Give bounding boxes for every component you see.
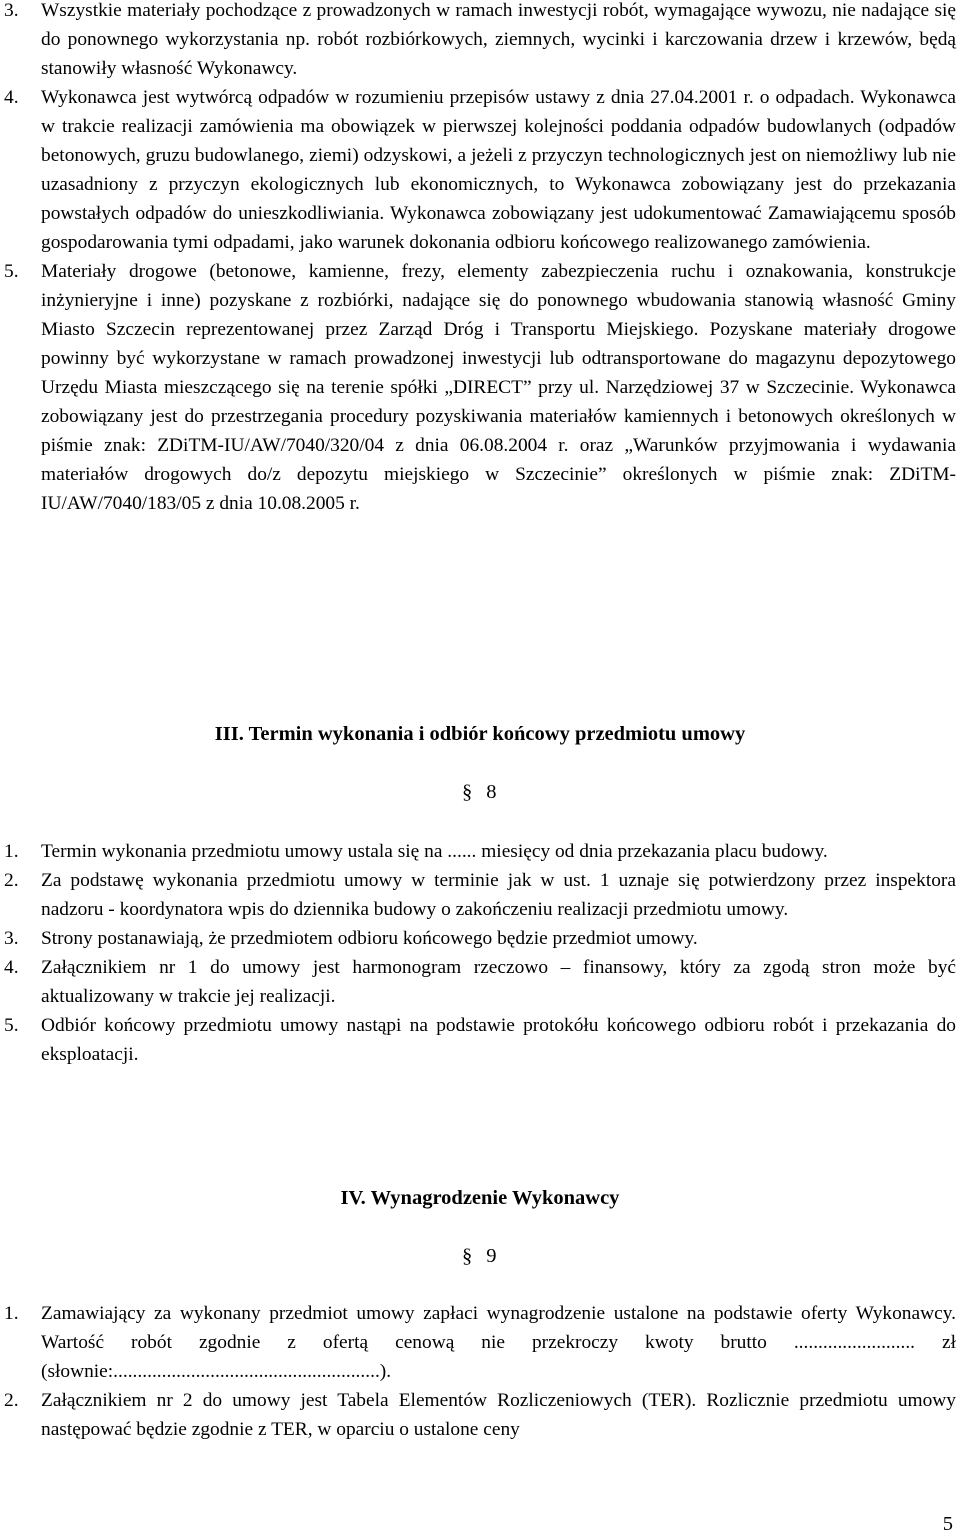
item-number: 5. [4,1015,19,1036]
list-item [0,257,960,518]
item-text: Za podstawę wykonania przedmiotu umowy w terminie jak w ust. 1 uznaje się potwierdzony przez inspektora nadzoru - koordynatora wpis do dziennika budowy o zakończeniu realizacji przedmiotu umowy. [41,870,956,920]
item-text: Wykonawca jest wytwórcą odpadów w rozumieniu przepisów ustawy z dnia 27.04.2001 r. o odpadach. Wykonawca w trakcie realizacji zamówienia ma obowiązek w pierwszej kolejności poddania odpadów budowlanych (odpadów betonowych, gruzu budowlanego, ziemi) odzyskowi, a jeżeli z przyczyn technologicznych jest on niemożliwy lub nie uzasadniony z przyczyn ekologicznych lub ekonomicznych, to Wykonawca zobowiązany jest do przekazania powstałych odpadów do unieszkodliwiania. Wykonawca zobowiązany jest udokumentować Zamawiającemu sposób gospodarowania tymi odpadami, jako warunek dokonania odbioru końcowego realizowanego zamówienia. [41,87,956,253]
list-section-iv [0,1299,960,1444]
item-text: Załącznikiem nr 2 do umowy jest Tabela Elementów Rozliczeniowych (TER). Rozlicznie przedmiotu umowy następować będzie zgodnie z TER, w oparciu o ustalone ceny [41,1390,956,1440]
paragraph-marker [462,777,582,807]
item-text: Załącznikiem nr 1 do umowy jest harmonogram rzeczowo – finansowy, który za zgodą stron może być aktualizowany w trakcie jej realizacji. [41,957,956,1007]
item-text: Wszystkie materiały pochodzące z prowadzonych w ramach inwestycji robót, wymagające wywozu, nie nadające się do ponownego wykorzystania np. robót rozbiórkowych, ziemnych, wycinki i karczowania drzew i krzewów, będą stanowiły własność Wykonawcy. [41,0,956,79]
paragraph-marker [462,1241,582,1271]
item-number: 1. [4,1303,19,1324]
item-text: Materiały drogowe (betonowe, kamienne, frezy, elementy zabezpieczenia ruchu i oznakowania, konstrukcje inżynieryjne i inne) pozyskane z rozbiórki, nadające się do ponownego wbudowania stanowią własność Gminy Miasto Szczecin reprezentowanej przez Zarząd Dróg i Transportu Miejskiego. Pozyskane materiały drogowe powinny być wykorzystane w ramach prowadzonej inwestycji lub odtransportowane do magazynu depozytowego Urzędu Miasta mieszczącego się na terenie spółki „DIRECT” przy ul. Narzędziowej 37 w Szczecinie. Wykonawca zobowiązany jest do przestrzegania procedury pozyskiwania materiałów kamiennych i betonowych określonych w piśmie znak: ZDiTM-IU/AW/7040/320/04 z dnia 06.08.2004 r. oraz „Warunków przyjmowania i wydawania materiałów drogowych do/z depozytu miejskiego w Szczecinie” określonych w piśmie znak: ZDiTM-IU/AW/7040/183/05 z dnia 10.08.2005 r. [41,261,956,514]
section-heading: III. Termin wykonania i odbiór końcowy przedmiotu umowy [214,723,746,745]
list-item [0,866,960,924]
item-number: 1. [4,841,19,862]
item-number: 3. [4,928,19,949]
list-item [0,924,960,953]
paragraph-number: 9 [486,1245,497,1267]
list-section-iii [0,837,960,1069]
item-text: Zamawiający za wykonany przedmiot umowy zapłaci wynagrodzenie ustalone na podstawie oferty Wykonawcy. Wartość robót zgodnie z ofertą cenową nie przekroczy kwoty brutto ......................... zł (słownie:.......................................................). [41,1303,956,1382]
item-text: Strony postanawiają, że przedmiotem odbioru końcowego będzie przedmiot umowy. [41,928,698,949]
item-number: 5. [4,261,19,282]
paragraph-sign: § [462,781,473,803]
paragraph-sign: § [462,1245,473,1267]
item-text: Odbiór końcowy przedmiotu umowy nastąpi na podstawie protokółu końcowego odbioru robót i przekazania do eksploatacji. [41,1015,956,1065]
item-number: 4. [4,957,19,978]
item-number: 3. [4,0,19,21]
item-number: 2. [4,1390,19,1411]
list-item [0,83,960,257]
list-item [0,1386,960,1444]
list-item [0,953,960,1011]
list-item [0,1011,960,1069]
section-heading: IV. Wynagrodzenie Wykonawcy [340,1187,620,1209]
list-item [0,1299,960,1386]
list-item [0,837,960,866]
item-number: 2. [4,870,19,891]
list-item [0,0,960,83]
item-number: 4. [4,87,19,108]
item-text: Termin wykonania przedmiotu umowy ustala się na ...... miesięcy od dnia przekazania placu budowy. [41,841,828,862]
paragraph-number: 8 [486,781,497,803]
page-number: 5 [942,1513,953,1535]
list-top [0,0,960,518]
